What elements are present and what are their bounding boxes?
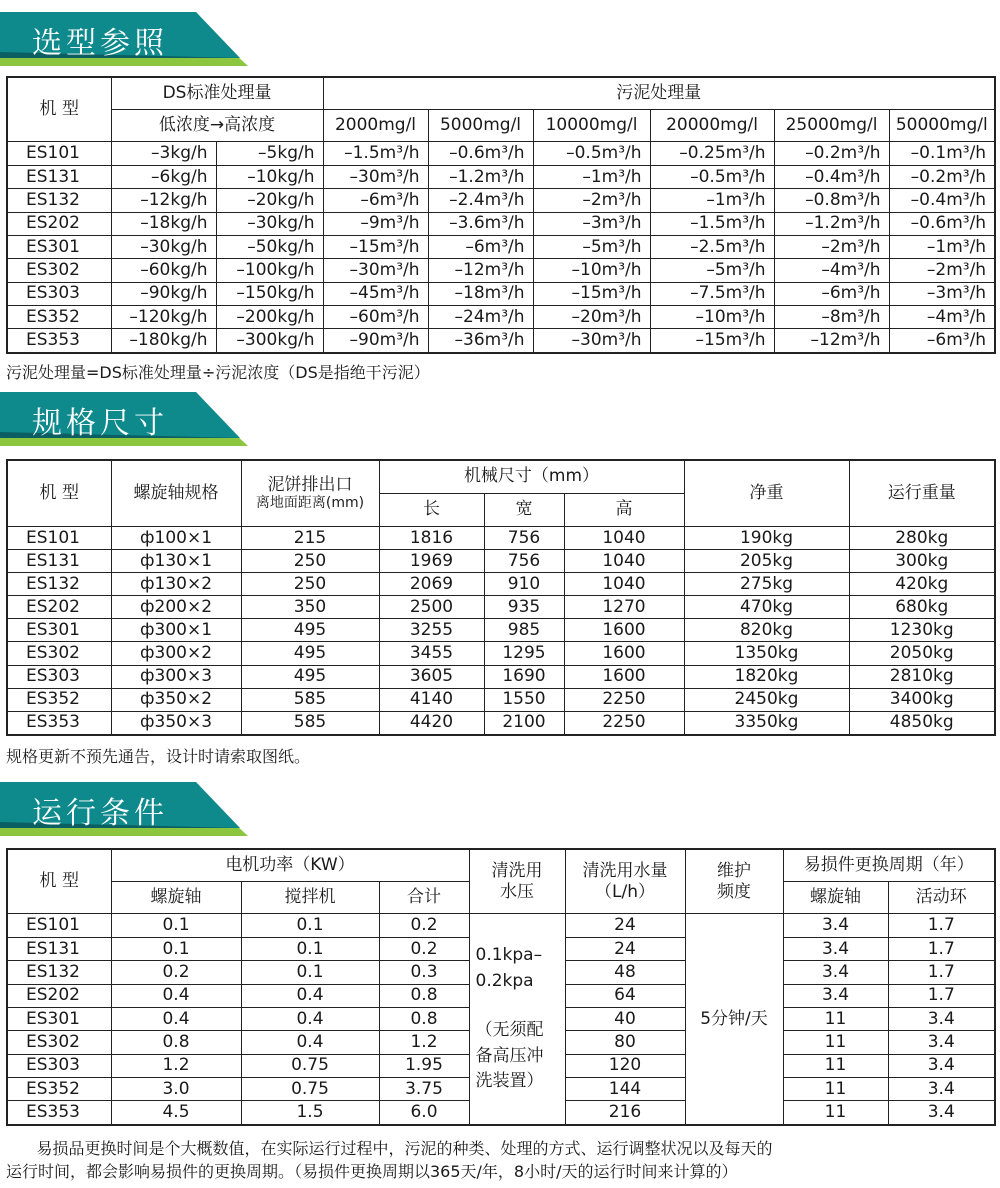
cell-power-mixer: 1.5 — [241, 1101, 379, 1125]
header-outlet — [241, 460, 379, 527]
header-height: 高 — [564, 493, 684, 526]
cell-length: 3455 — [379, 642, 484, 665]
cell-outlet: 585 — [241, 711, 379, 735]
cell-ds-high: –150kg/h — [216, 282, 323, 305]
section-title: 选型参照 — [32, 26, 168, 61]
cell-wash-water: 24 — [565, 937, 685, 960]
cell-sludge-volume: –1m³/h — [889, 235, 995, 258]
cell-power-screw: 4.5 — [111, 1101, 241, 1125]
cell-sludge-volume: –2.5m³/h — [650, 235, 774, 258]
cell-run-weight: 4850kg — [849, 711, 995, 735]
cell-model: ES302 — [7, 642, 111, 665]
cell-model: ES131 — [7, 165, 111, 188]
table-row — [7, 142, 995, 165]
cell-width: 756 — [484, 550, 564, 573]
cell-outlet: 585 — [241, 688, 379, 711]
cell-wear-screw: 11 — [783, 1007, 888, 1030]
cell-maintenance: 5分钟/天 — [685, 914, 783, 1125]
cell-sludge-volume: –30m³/h — [533, 329, 650, 353]
header-wash-pressure — [469, 849, 565, 914]
cell-power-total: 0.3 — [379, 961, 469, 984]
table-row — [7, 642, 995, 665]
cell-sludge-volume: –0.25m³/h — [650, 142, 774, 165]
section-banner-operation — [0, 782, 248, 836]
cell-model: ES301 — [7, 1007, 111, 1030]
header-conc: 20000mg/l — [650, 109, 774, 141]
header-power-screw: 螺旋轴 — [111, 881, 241, 913]
cell-wear-screw: 3.4 — [783, 914, 888, 937]
cell-model: ES202 — [7, 984, 111, 1007]
cell-height: 1270 — [564, 596, 684, 619]
header-wash-water-1: 清洗用水量 — [582, 861, 668, 882]
cell-run-weight: 2810kg — [849, 665, 995, 688]
cell-sludge-volume: –12m³/h — [428, 259, 533, 282]
cell-sludge-volume: –12m³/h — [774, 329, 889, 353]
cell-length: 1816 — [379, 527, 484, 550]
cell-screw-spec: ф130×1 — [111, 550, 241, 573]
cell-power-screw: 0.1 — [111, 937, 241, 960]
cell-power-total: 1.2 — [379, 1031, 469, 1054]
cell-height: 1600 — [564, 642, 684, 665]
cell-model: ES101 — [7, 914, 111, 937]
cell-power-screw: 3.0 — [111, 1078, 241, 1101]
header-dims-group: 机械尺寸（mm） — [379, 460, 684, 493]
table-row — [7, 573, 995, 596]
section-banner-specs — [0, 392, 248, 446]
table-row — [7, 665, 995, 688]
cell-power-mixer: 0.4 — [241, 1007, 379, 1030]
cell-sludge-volume: –0.5m³/h — [650, 165, 774, 188]
cell-outlet: 215 — [241, 527, 379, 550]
header-wash-water — [565, 849, 685, 914]
cell-sludge-volume: –10m³/h — [650, 306, 774, 329]
cell-ds-high: –50kg/h — [216, 235, 323, 258]
cell-sludge-volume: –15m³/h — [650, 329, 774, 353]
cell-sludge-volume: –30m³/h — [323, 259, 428, 282]
table-row — [7, 212, 995, 235]
cell-wash-water: 80 — [565, 1031, 685, 1054]
cell-net-weight: 205kg — [684, 550, 849, 573]
cell-sludge-volume: –1m³/h — [650, 189, 774, 212]
cell-sludge-volume: –4m³/h — [774, 259, 889, 282]
table-row — [7, 550, 995, 573]
cell-height: 2250 — [564, 688, 684, 711]
wash-pressure-line: 0.1kpa– — [475, 945, 543, 966]
cell-outlet: 250 — [241, 573, 379, 596]
cell-model: ES202 — [7, 596, 111, 619]
cell-power-total: 0.8 — [379, 1007, 469, 1030]
cell-power-mixer: 0.75 — [241, 1054, 379, 1077]
cell-outlet: 495 — [241, 665, 379, 688]
cell-ds-high: –20kg/h — [216, 189, 323, 212]
cell-sludge-volume: –0.6m³/h — [428, 142, 533, 165]
cell-model: ES353 — [7, 711, 111, 735]
cell-sludge-volume: –0.6m³/h — [889, 212, 995, 235]
table-row — [7, 189, 995, 212]
cell-sludge-volume: –9m³/h — [323, 212, 428, 235]
cell-screw-spec: ф350×3 — [111, 711, 241, 735]
cell-sludge-volume: –45m³/h — [323, 282, 428, 305]
cell-height: 1040 — [564, 527, 684, 550]
cell-screw-spec: ф130×2 — [111, 573, 241, 596]
spec-table — [6, 459, 996, 736]
cell-model: ES352 — [7, 1078, 111, 1101]
cell-wear-screw: 3.4 — [783, 937, 888, 960]
cell-sludge-volume: –0.8m³/h — [774, 189, 889, 212]
cell-sludge-volume: –6m³/h — [323, 189, 428, 212]
cell-net-weight: 1350kg — [684, 642, 849, 665]
cell-sludge-volume: –30m³/h — [323, 165, 428, 188]
cell-height: 1040 — [564, 573, 684, 596]
cell-sludge-volume: –5m³/h — [533, 235, 650, 258]
cell-sludge-volume: –1.5m³/h — [650, 212, 774, 235]
section-title: 运行条件 — [32, 796, 168, 831]
cell-sludge-volume: –2m³/h — [889, 259, 995, 282]
cell-run-weight: 280kg — [849, 527, 995, 550]
cell-screw-spec: ф100×1 — [111, 527, 241, 550]
cell-sludge-volume: –20m³/h — [533, 306, 650, 329]
cell-model: ES303 — [7, 282, 111, 305]
header-wear-screw: 螺旋轴 — [783, 881, 888, 913]
cell-sludge-volume: –0.4m³/h — [889, 189, 995, 212]
cell-ds-high: –300kg/h — [216, 329, 323, 353]
cell-model: ES131 — [7, 550, 111, 573]
cell-model: ES302 — [7, 259, 111, 282]
table-row — [7, 282, 995, 305]
cell-model: ES101 — [7, 527, 111, 550]
cell-wash-water: 64 — [565, 984, 685, 1007]
wash-pressure-line: 0.2kpa — [475, 970, 534, 991]
cell-sludge-volume: –0.1m³/h — [889, 142, 995, 165]
header-conc: 5000mg/l — [428, 109, 533, 141]
cell-power-screw: 0.2 — [111, 961, 241, 984]
table-row — [7, 329, 995, 353]
cell-wear-ring: 3.4 — [888, 1078, 995, 1101]
cell-run-weight: 420kg — [849, 573, 995, 596]
cell-model: ES202 — [7, 212, 111, 235]
header-wear-ring: 活动环 — [888, 881, 995, 913]
cell-model: ES132 — [7, 961, 111, 984]
cell-sludge-volume: –6m³/h — [428, 235, 533, 258]
cell-model: ES101 — [7, 142, 111, 165]
header-wear-group: 易损件更换周期（年） — [783, 849, 995, 881]
cell-sludge-volume: –15m³/h — [533, 282, 650, 305]
cell-run-weight: 300kg — [849, 550, 995, 573]
cell-ds-low: –6kg/h — [111, 165, 216, 188]
cell-outlet: 495 — [241, 619, 379, 642]
cell-length: 2069 — [379, 573, 484, 596]
cell-wear-ring: 1.7 — [888, 937, 995, 960]
header-model: 机 型 — [7, 77, 111, 142]
cell-width: 1295 — [484, 642, 564, 665]
cell-sludge-volume: –0.2m³/h — [889, 165, 995, 188]
cell-height: 1600 — [564, 619, 684, 642]
cell-ds-low: –60kg/h — [111, 259, 216, 282]
cell-sludge-volume: –0.4m³/h — [774, 165, 889, 188]
cell-height: 1040 — [564, 550, 684, 573]
cell-power-total: 0.2 — [379, 937, 469, 960]
header-wash-pressure-2: 水压 — [500, 881, 534, 902]
cell-ds-low: –180kg/h — [111, 329, 216, 353]
header-length: 长 — [379, 493, 484, 526]
cell-power-screw: 0.8 — [111, 1031, 241, 1054]
header-ds-range: 低浓度→高浓度 — [111, 109, 323, 141]
cell-sludge-volume: –60m³/h — [323, 306, 428, 329]
cell-power-mixer: 0.1 — [241, 961, 379, 984]
cell-width: 756 — [484, 527, 564, 550]
cell-model: ES132 — [7, 573, 111, 596]
cell-wear-screw: 3.4 — [783, 961, 888, 984]
cell-ds-high: –30kg/h — [216, 212, 323, 235]
cell-power-screw: 0.4 — [111, 1007, 241, 1030]
cell-height: 1600 — [564, 665, 684, 688]
cell-model: ES301 — [7, 619, 111, 642]
cell-sludge-volume: –2m³/h — [774, 235, 889, 258]
table-row — [7, 527, 995, 550]
cell-model: ES302 — [7, 1031, 111, 1054]
cell-sludge-volume: –1m³/h — [533, 165, 650, 188]
cell-wear-ring: 3.4 — [888, 1101, 995, 1125]
cell-run-weight: 1230kg — [849, 619, 995, 642]
cell-sludge-volume: –3m³/h — [889, 282, 995, 305]
cell-model: ES303 — [7, 1054, 111, 1077]
cell-power-total: 3.75 — [379, 1078, 469, 1101]
cell-sludge-volume: –36m³/h — [428, 329, 533, 353]
header-maintenance — [685, 849, 783, 914]
cell-sludge-volume: –8m³/h — [774, 306, 889, 329]
cell-ds-high: –100kg/h — [216, 259, 323, 282]
wash-pressure-line: （无须配 — [475, 1020, 544, 1041]
table-row — [7, 596, 995, 619]
cell-sludge-volume: –0.2m³/h — [774, 142, 889, 165]
cell-power-screw: 0.4 — [111, 984, 241, 1007]
cell-sludge-volume: –0.5m³/h — [533, 142, 650, 165]
cell-length: 2500 — [379, 596, 484, 619]
cell-screw-spec: ф200×2 — [111, 596, 241, 619]
cell-length: 3605 — [379, 665, 484, 688]
wash-pressure-line — [476, 994, 565, 1018]
cell-power-total: 6.0 — [379, 1101, 469, 1125]
cell-wear-ring: 3.4 — [888, 1054, 995, 1077]
cell-wash-water: 144 — [565, 1078, 685, 1101]
header-model: 机 型 — [7, 849, 111, 914]
cell-wear-screw: 11 — [783, 1078, 888, 1101]
cell-power-screw: 0.1 — [111, 914, 241, 937]
header-wash-pressure-1: 清洗用 — [491, 861, 543, 882]
cell-sludge-volume: –1.2m³/h — [428, 165, 533, 188]
header-power-total: 合计 — [379, 881, 469, 913]
cell-model: ES131 — [7, 937, 111, 960]
cell-width: 2100 — [484, 711, 564, 735]
cell-wash-water: 216 — [565, 1101, 685, 1125]
cell-power-screw: 1.2 — [111, 1054, 241, 1077]
cell-power-mixer: 0.4 — [241, 1031, 379, 1054]
wash-pressure-line: 洗装置） — [475, 1071, 544, 1092]
cell-sludge-volume: –18m³/h — [428, 282, 533, 305]
cell-ds-low: –18kg/h — [111, 212, 216, 235]
operation-note-line1 — [6, 1136, 773, 1159]
cell-screw-spec: ф300×2 — [111, 642, 241, 665]
table-row — [7, 165, 995, 188]
cell-wear-ring: 3.4 — [888, 1031, 995, 1054]
table-row — [7, 619, 995, 642]
cell-sludge-volume: –3.6m³/h — [428, 212, 533, 235]
cell-wash-pressure — [469, 914, 565, 1125]
cell-sludge-volume: –2.4m³/h — [428, 189, 533, 212]
cell-ds-high: –10kg/h — [216, 165, 323, 188]
cell-net-weight: 1820kg — [684, 665, 849, 688]
header-screw-spec: 螺旋轴规格 — [111, 460, 241, 527]
cell-sludge-volume: –6m³/h — [774, 282, 889, 305]
header-net-weight: 净重 — [684, 460, 849, 527]
table-row — [7, 688, 995, 711]
cell-power-mixer: 0.1 — [241, 914, 379, 937]
wash-pressure-line: 备高压冲 — [475, 1045, 544, 1066]
cell-sludge-volume: –10m³/h — [533, 259, 650, 282]
cell-screw-spec: ф300×3 — [111, 665, 241, 688]
operation-note-text1: 易损品更换时间是个大概数值，在实际运行过程中，污泥的种类、处理的方式、运行调整状况以及每天的 — [36, 1139, 773, 1158]
cell-net-weight: 275kg — [684, 573, 849, 596]
cell-width: 910 — [484, 573, 564, 596]
spec-note: 规格更新不预先通告，设计时请索取图纸。 — [6, 747, 311, 766]
cell-wash-water: 40 — [565, 1007, 685, 1030]
cell-model: ES301 — [7, 235, 111, 258]
section-banner-selection — [0, 12, 248, 66]
header-run-weight: 运行重量 — [849, 460, 995, 527]
cell-sludge-volume: –15m³/h — [323, 235, 428, 258]
cell-width: 985 — [484, 619, 564, 642]
cell-wear-ring: 1.7 — [888, 984, 995, 1007]
header-maint-1: 维护 — [717, 861, 751, 882]
header-sludge-group: 污泥处理量 — [323, 77, 995, 109]
operation-note-line2: 运行时间，都会影响易损件的更换周期。（易损件更换周期以365天/年，8小时/天的运行时间来计算的） — [6, 1162, 738, 1181]
cell-model: ES303 — [7, 665, 111, 688]
cell-ds-low: –12kg/h — [111, 189, 216, 212]
cell-net-weight: 470kg — [684, 596, 849, 619]
cell-model: ES353 — [7, 329, 111, 353]
cell-run-weight: 680kg — [849, 596, 995, 619]
header-conc: 25000mg/l — [774, 109, 889, 141]
cell-outlet: 350 — [241, 596, 379, 619]
cell-length: 3255 — [379, 619, 484, 642]
cell-screw-spec: ф350×2 — [111, 688, 241, 711]
table-row — [7, 235, 995, 258]
cell-sludge-volume: –6m³/h — [889, 329, 995, 353]
cell-run-weight: 3400kg — [849, 688, 995, 711]
cell-width: 935 — [484, 596, 564, 619]
table-row — [7, 914, 995, 937]
cell-sludge-volume: –7.5m³/h — [650, 282, 774, 305]
cell-model: ES352 — [7, 688, 111, 711]
cell-sludge-volume: –24m³/h — [428, 306, 533, 329]
header-power-group: 电机功率（KW） — [111, 849, 469, 881]
cell-screw-spec: ф300×1 — [111, 619, 241, 642]
header-outlet-sub: 离地面距离(mm) — [255, 495, 365, 512]
cell-power-mixer: 0.1 — [241, 937, 379, 960]
cell-power-total: 0.2 — [379, 914, 469, 937]
cell-width: 1550 — [484, 688, 564, 711]
cell-power-total: 1.95 — [379, 1054, 469, 1077]
cell-net-weight: 820kg — [684, 619, 849, 642]
cell-width: 1690 — [484, 665, 564, 688]
cell-wash-water: 120 — [565, 1054, 685, 1077]
cell-net-weight: 2450kg — [684, 688, 849, 711]
cell-ds-high: –200kg/h — [216, 306, 323, 329]
cell-power-total: 0.8 — [379, 984, 469, 1007]
cell-wear-ring: 3.4 — [888, 1007, 995, 1030]
cell-wash-water: 48 — [565, 961, 685, 984]
header-conc: 10000mg/l — [533, 109, 650, 141]
cell-wash-water: 24 — [565, 914, 685, 937]
header-maint-2: 频度 — [717, 881, 751, 902]
cell-wear-ring: 1.7 — [888, 961, 995, 984]
cell-length: 4140 — [379, 688, 484, 711]
cell-length: 4420 — [379, 711, 484, 735]
cell-model: ES132 — [7, 189, 111, 212]
cell-sludge-volume: –5m³/h — [650, 259, 774, 282]
cell-wear-screw: 3.4 — [783, 984, 888, 1007]
cell-sludge-volume: –1.5m³/h — [323, 142, 428, 165]
header-model: 机 型 — [7, 460, 111, 527]
operation-table — [6, 848, 996, 1126]
cell-power-mixer: 0.4 — [241, 984, 379, 1007]
cell-sludge-volume: –90m³/h — [323, 329, 428, 353]
cell-sludge-volume: –4m³/h — [889, 306, 995, 329]
cell-sludge-volume: –3m³/h — [533, 212, 650, 235]
header-outlet-label: 泥饼排出口 — [267, 474, 353, 495]
cell-ds-low: –90kg/h — [111, 282, 216, 305]
cell-height: 2250 — [564, 711, 684, 735]
selection-table — [6, 76, 996, 354]
cell-wear-ring: 1.7 — [888, 914, 995, 937]
cell-wear-screw: 11 — [783, 1031, 888, 1054]
cell-power-mixer: 0.75 — [241, 1078, 379, 1101]
header-power-mixer: 搅拌机 — [241, 881, 379, 913]
cell-ds-low: –3kg/h — [111, 142, 216, 165]
header-wash-water-2: （L/h） — [595, 881, 655, 902]
cell-outlet: 250 — [241, 550, 379, 573]
cell-model: ES352 — [7, 306, 111, 329]
cell-length: 1969 — [379, 550, 484, 573]
cell-outlet: 495 — [241, 642, 379, 665]
cell-wear-screw: 11 — [783, 1054, 888, 1077]
cell-sludge-volume: –2m³/h — [533, 189, 650, 212]
header-conc: 50000mg/l — [889, 109, 995, 141]
table-row — [7, 711, 995, 735]
cell-ds-low: –120kg/h — [111, 306, 216, 329]
header-ds-group: DS标准处理量 — [111, 77, 323, 109]
cell-ds-low: –30kg/h — [111, 235, 216, 258]
table-row — [7, 259, 995, 282]
selection-note: 污泥处理量=DS标准处理量÷污泥浓度（DS是指绝干污泥） — [6, 363, 430, 382]
cell-sludge-volume: –1.2m³/h — [774, 212, 889, 235]
cell-run-weight: 2050kg — [849, 642, 995, 665]
table-row — [7, 306, 995, 329]
cell-model: ES353 — [7, 1101, 111, 1125]
section-title: 规格尺寸 — [32, 406, 168, 441]
cell-net-weight: 3350kg — [684, 711, 849, 735]
header-conc: 2000mg/l — [323, 109, 428, 141]
cell-net-weight: 190kg — [684, 527, 849, 550]
cell-wear-screw: 11 — [783, 1101, 888, 1125]
header-width: 宽 — [484, 493, 564, 526]
cell-ds-high: –5kg/h — [216, 142, 323, 165]
